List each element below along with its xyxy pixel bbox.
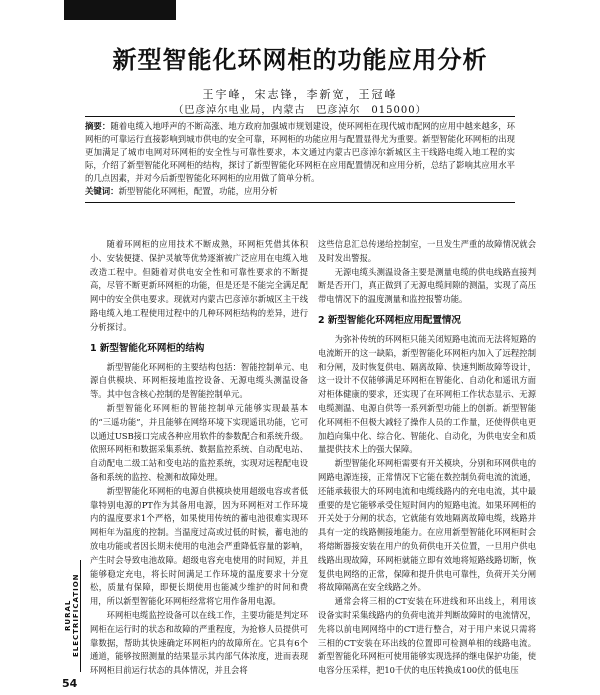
abstract-section	[85, 116, 515, 203]
journal-side-label: RURAL ELECTRIFICATION	[64, 573, 80, 657]
body-paragraph: 新型智能化环网柜的电源自供模块使用超级电容或者低靠特别电源的PT作为其备用电源，因为环网柜对工作环境内的温度要求1个严格，如果使用传统的蓄电池很难实现环网柜年为温度的控制。当温度过高或过低的时候，蓄电池的放电功能或者因长期未使用的电池会严重降低容量的影响，产生时会导致电池故障。超级电容充电使用的时间短，并且能够稳定充电，将长时间满足工作环境的温度要求十分宽松，质量有保障，即便长期使用也能减少维护的时间和费用，所以新型智能化环网柜经常将它用作备用电源。	[90, 485, 308, 607]
body-paragraph: 为弥补传统的环网柜只能关闭短路电流而无法将短路的电流断开的这一缺陷，新型智能化环网柜内加入了远程控制和分闸，及时恢复供电、隔离故障、快速判断故障等设计，这一设计不仅能够满足环网柜在智能化、自动化和遥讯方面对柜体健康的要求，还实现了在环网柜工作状态显示、无源电缆测温、电源自供等一系列新型功能上的创新。新型智能化环网柜不但极大减轻了操作人员的工作量，还使得供电更加趋向集中化、综合化、智能化、自动化，为供电安全和质量提供技术上的强大保障。	[318, 333, 536, 455]
body-paragraph: 新型智能化环网柜的主要结构包括：智能控制单元、电源自供模块、环网柜接地监控设备、无源电缆头测温设备等。其中包含核心控制的是智能控制单元。	[90, 361, 308, 400]
body-paragraph: 环网柜电缆监控设备可以在线工作，主要功能是判定环网柜在运行时的状态和故障的严重程度，为抢修人员提供可靠数据，帮助其快速确定环网柜内的故障所在。它具有6个通道，能够按照测量的结果显示其内部气体浓度，进而表现环网柜目前运行状态的具体情况，并且会将	[90, 609, 308, 676]
header-black-bar	[64, 0, 176, 20]
body-paragraph: 无源电缆头测温设备主要是测量电缆的供电线路直接判断是否开门，真正做到了无源电缆间隙的测温，实现了高压带电情况下的温度测量和监控报警功能。	[318, 266, 536, 305]
page-number: 54	[62, 677, 78, 690]
body-paragraph: 新型智能化环网柜需要有开关模块，分别和环网供电的网路电源连接，正常情况下它能在数控制负荷电流的流通，还能承载很大的环网电流和电缆线路内的充电电流，其中最重要的是它能够承受住短时间内的短路电流。如果环网柜的开关处于分闸的状态，它就能有效地隔离故障电缆，线路并具有一定的线路侧接地能力。在应用新型智能化环网柜时会将熔断器接安装在用户的负荷供电开关位置，一旦用户供电线路出现故障，环网柜就能立即有效地将短路线路切断，恢复供电网络的正常，保障和提升供电可靠性，负荷开关分闸将故障隔离在安全线路之外。	[318, 458, 536, 593]
section-heading-1: 1 新型智能化环网柜的结构	[90, 342, 205, 354]
body-paragraph: 这些信息汇总传递给控制室，一旦发生严重的故障情况就会及时发出警报。	[318, 239, 536, 263]
body-paragraph: 新型智能化环网柜的智能控制单元能够实现最基本的“三遥功能”，并且能够在网络环境下实现遥讯功能，它可以通过USB接口完成各种应用软件的参数配合和系统升级。依照环网柜和数据采集系统、数据监控系统、自动配电站、自动配电二级工站和变电站的监控系统，实现对远程配电设备和系统的监控、检测和故障处理。	[90, 402, 308, 482]
paper-affiliation: （巴彦淖尔电业局，内蒙古 巴彦淖尔 015000）	[173, 105, 427, 116]
section-heading-2: 2 新型智能化环网柜应用配置情况	[318, 314, 461, 326]
intro-paragraph: 随着环网柜的应用技术不断成熟，环网柜凭借其体积小、安装便捷、保护灵敏等优势逐渐被广泛应用在电缆入地改造工程中。但随着对供电安全性和可靠性要求的不断提高，尽管不断更新环网柜的功能，但是还是不能完全满足配网中的安全供电要求。现就对内蒙古巴彦淖尔新城区主干线路电缆入地工程使用过程中的几种环网柜结构的差异，进行分析探讨。	[90, 239, 308, 332]
keywords-text: 新型智能化环网柜，配置，功能，应用分析	[118, 186, 278, 196]
left-column	[90, 238, 308, 678]
side-divider	[80, 560, 81, 672]
body-paragraph: 通常会将三相的CT安装在环进线和环出线上，利用该设备实时采集线路内的负荷电流并判断故障时的电流情况，先将以前电网网络中的CT进行整合，对于用户来说只需将三相的CT安装在环出线的位置即可检测单相的线路电流。新型智能化环网柜可使用能够实现选择的继电保护功能，使电容分压采样，把10千伏的电压转换成100伏的低电压	[318, 596, 536, 676]
abstract-text: 随着电缆入地呼声的不断高涨、地方政府加强城市规划建设，使环网柜在现代城市配网的应用中越来越多，环网柜的可靠运行直接影响到城市供电的安全可靠，环网柜的功能应用与配置显得尤为重要。新型智能化环网柜的出现更加满足了城市电网对环网柜的安全性与可靠性要求，本文通过内蒙古巴彦淖尔新城区主干线路电缆入地工程的实际，介绍了新型智能化环网柜的结构，探讨了新型智能化环网柜在应用配置情况和应用分析，总结了影响其应用水平的几点因素，并对今后新型智能化环网柜的应用做了简单分析。	[85, 121, 516, 183]
abstract-label: 摘要：	[85, 121, 111, 131]
paper-title: 新型智能化环网柜的功能应用分析	[112, 46, 488, 74]
paper-authors: 王宇峰，宋志锋，李新宽，王冠峰	[202, 88, 398, 101]
right-column	[318, 238, 536, 678]
keywords-label: 关键词：	[85, 186, 119, 196]
